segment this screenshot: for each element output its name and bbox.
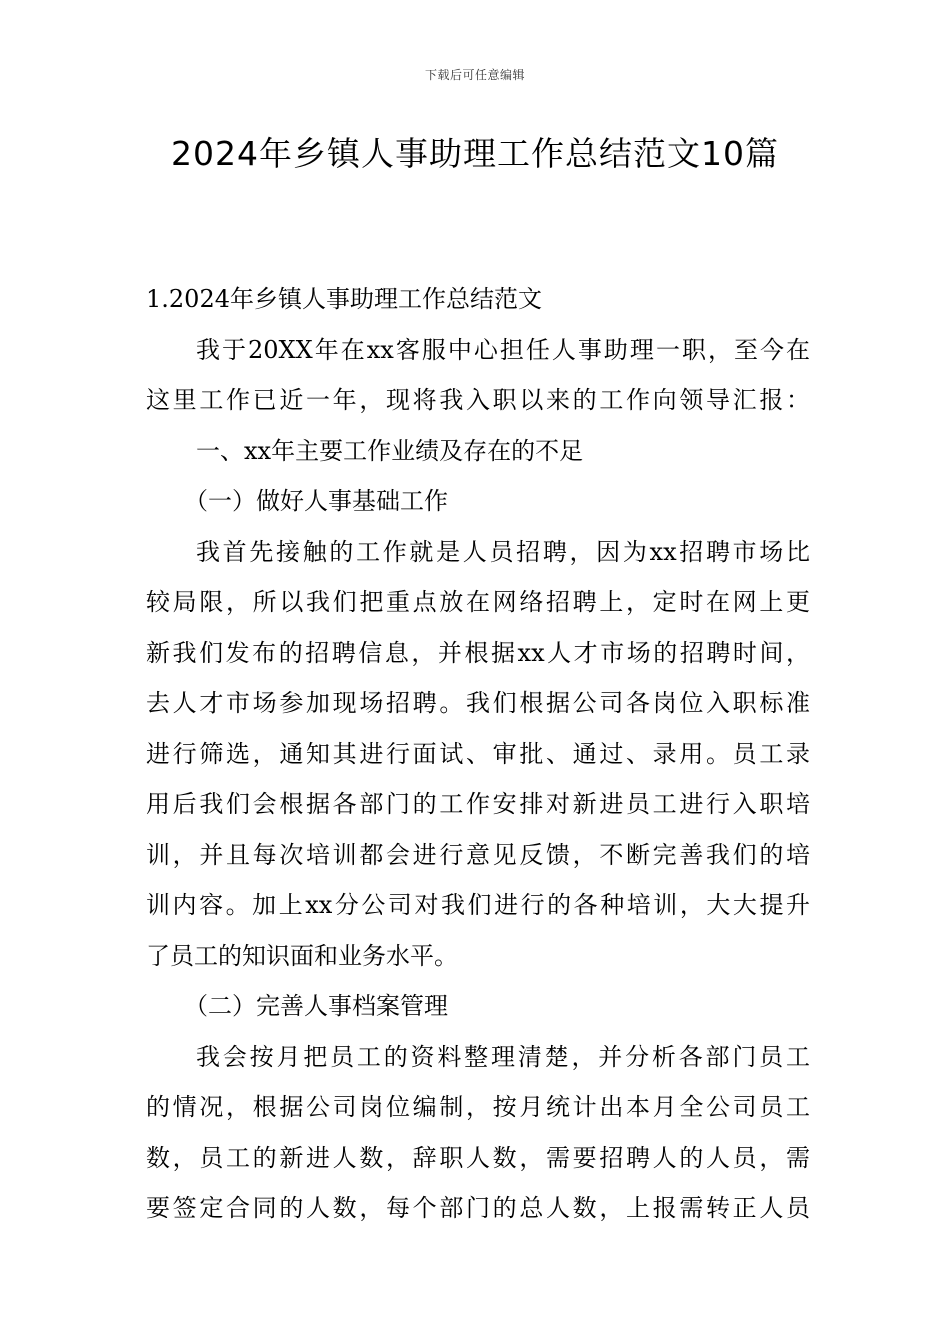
heading-1: 一、xx年主要工作业绩及存在的不足: [196, 436, 584, 465]
paragraph-line: 新我们发布的招聘信息，并根据xx人才市场的招聘时间，: [146, 638, 810, 667]
paragraph-line: 我首先接触的工作就是人员招聘，因为xx招聘市场比: [196, 537, 810, 566]
paragraph-line: 去人才市场参加现场招聘。我们根据公司各岗位入职标准: [146, 689, 810, 717]
paragraph-line: 的情况，根据公司岗位编制，按月统计出本月全公司员工: [146, 1093, 810, 1121]
subheading-2: （二）完善人事档案管理: [184, 992, 448, 1020]
document-body: [146, 278, 810, 1238]
paragraph-line: 数，员工的新进人数，辞职人数，需要招聘人的人员，需: [146, 1143, 810, 1172]
paragraph-line: 训内容。加上xx分公司对我们进行的各种培训，大大提升: [146, 891, 810, 919]
paragraph-line: 较局限，所以我们把重点放在网络招聘上，定时在网上更: [146, 588, 810, 616]
paragraph-line: 用后我们会根据各部门的工作安排对新进员工进行入职培: [146, 790, 810, 818]
paragraph-line: 进行筛选，通知其进行面试、审批、通过、录用。员工录: [146, 739, 810, 768]
document-title: 2024年乡镇人事助理工作总结范文10篇: [171, 134, 779, 173]
paragraph-line: 这里工作已近一年，现将我入职以来的工作向领导汇报：: [146, 386, 810, 414]
header-note: 下载后可任意编辑: [424, 68, 525, 82]
section-title: 1.2024年乡镇人事助理工作总结范文: [146, 285, 542, 313]
paragraph-line: 我会按月把员工的资料整理清楚，并分析各部门员工: [196, 1042, 810, 1071]
paragraph-line: 我于20XX年在xx客服中心担任人事助理一职，至今在: [196, 335, 810, 364]
paragraph-line: 要签定合同的人数，每个部门的总人数，上报需转正人员: [146, 1194, 810, 1222]
paragraph-line: 了员工的知识面和业务水平。: [146, 941, 458, 970]
paragraph-line: 训，并且每次培训都会进行意见反馈，不断完善我们的培: [146, 840, 810, 869]
subheading-1: （一）做好人事基础工作: [184, 487, 448, 515]
